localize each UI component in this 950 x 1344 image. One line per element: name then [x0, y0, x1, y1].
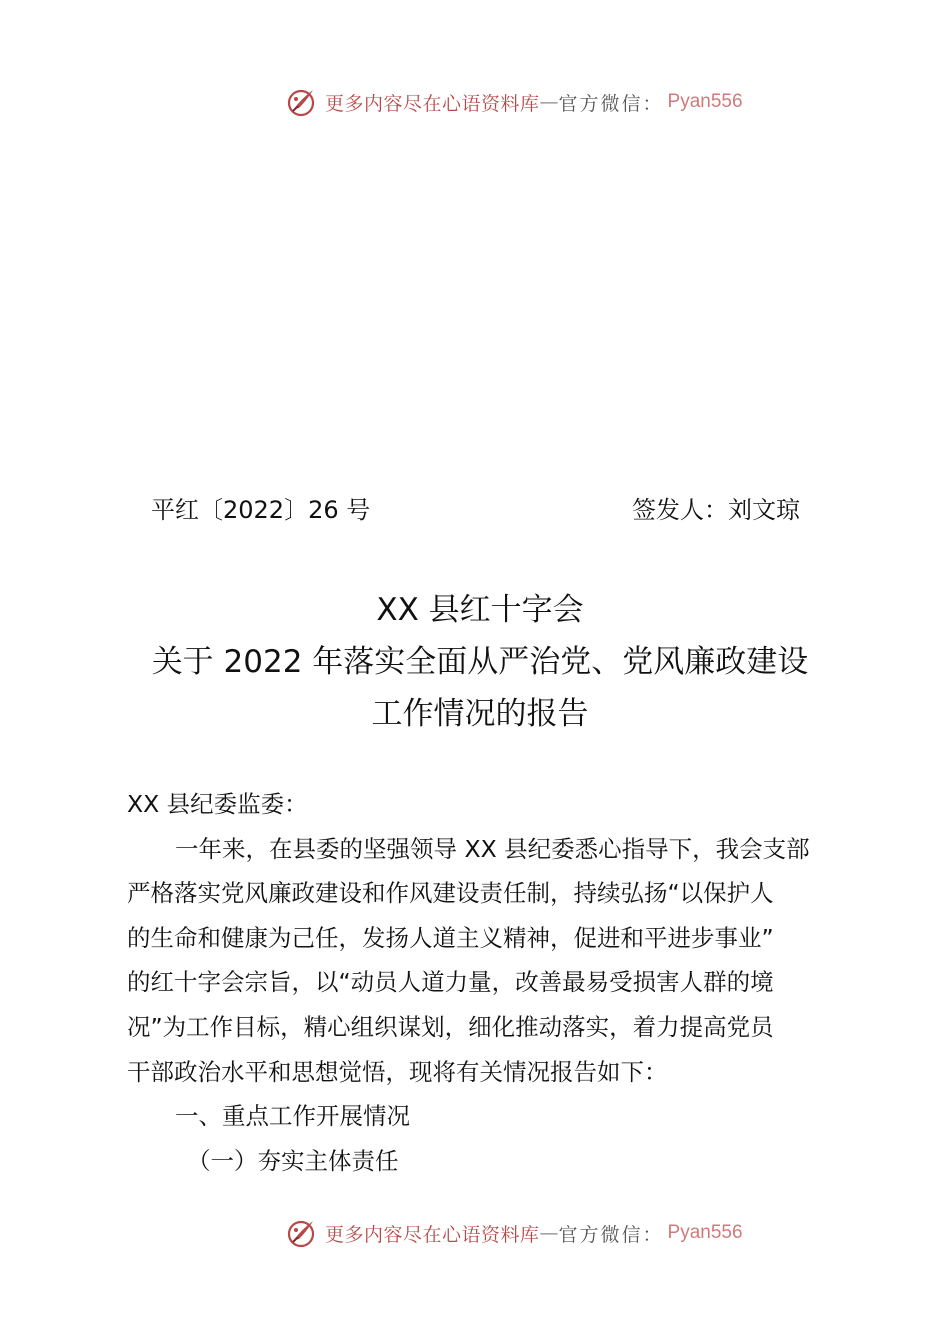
paragraph-line: 况”为工作目标，精心组织谋划，细化推动落实，着力提高党员 — [127, 1012, 774, 1041]
quill-logo-icon — [285, 1216, 319, 1250]
section-heading: 一、重点工作开展情况 — [175, 1102, 410, 1131]
watermark-wechat-id: Pyan556 — [667, 1222, 743, 1243]
document-body — [127, 782, 857, 1183]
document-title — [100, 584, 860, 740]
title-line: 工作情况的报告 — [371, 696, 589, 732]
watermark-dash: — — [539, 91, 559, 113]
watermark-wechat-id: Pyan556 — [667, 91, 743, 112]
paragraph-line: 的生命和健康为己任，发扬人道主义精神，促进和平进步事业” — [127, 923, 774, 952]
document-number: 平红〔2022〕26 号 — [151, 496, 371, 524]
paragraph-line: 一年来，在县委的坚强领导 XX 县纪委悉心指导下，我会支部 — [175, 834, 810, 863]
subsection-heading: （一）夯实主体责任 — [187, 1146, 399, 1175]
title-line: 关于 2022 年落实全面从严治党、党风廉政建设 — [151, 644, 809, 680]
watermark-text: 更多内容尽在心语资料库 — [325, 92, 540, 115]
quill-logo-icon — [285, 85, 319, 119]
watermark-bottom — [285, 1215, 743, 1251]
paragraph-line: 干部政治水平和思想觉悟，现将有关情况报告如下： — [127, 1057, 668, 1086]
watermark-label: 官方微信： — [558, 92, 664, 115]
paragraph-line: 严格落实党风廉政建设和作风建设责任制，持续弘扬“以保护人 — [127, 879, 774, 908]
watermark-dash: — — [539, 1222, 559, 1244]
paragraph-line: 的红十字会宗旨，以“动员人道力量，改善最易受损害人群的境 — [127, 968, 774, 997]
watermark-text: 更多内容尽在心语资料库 — [325, 1223, 540, 1246]
watermark-label: 官方微信： — [558, 1223, 664, 1246]
signer: 签发人：刘文琼 — [632, 496, 800, 524]
title-line: XX 县红十字会 — [376, 592, 584, 628]
watermark-top — [285, 84, 743, 120]
addressee: XX 县纪委监委： — [127, 790, 308, 818]
